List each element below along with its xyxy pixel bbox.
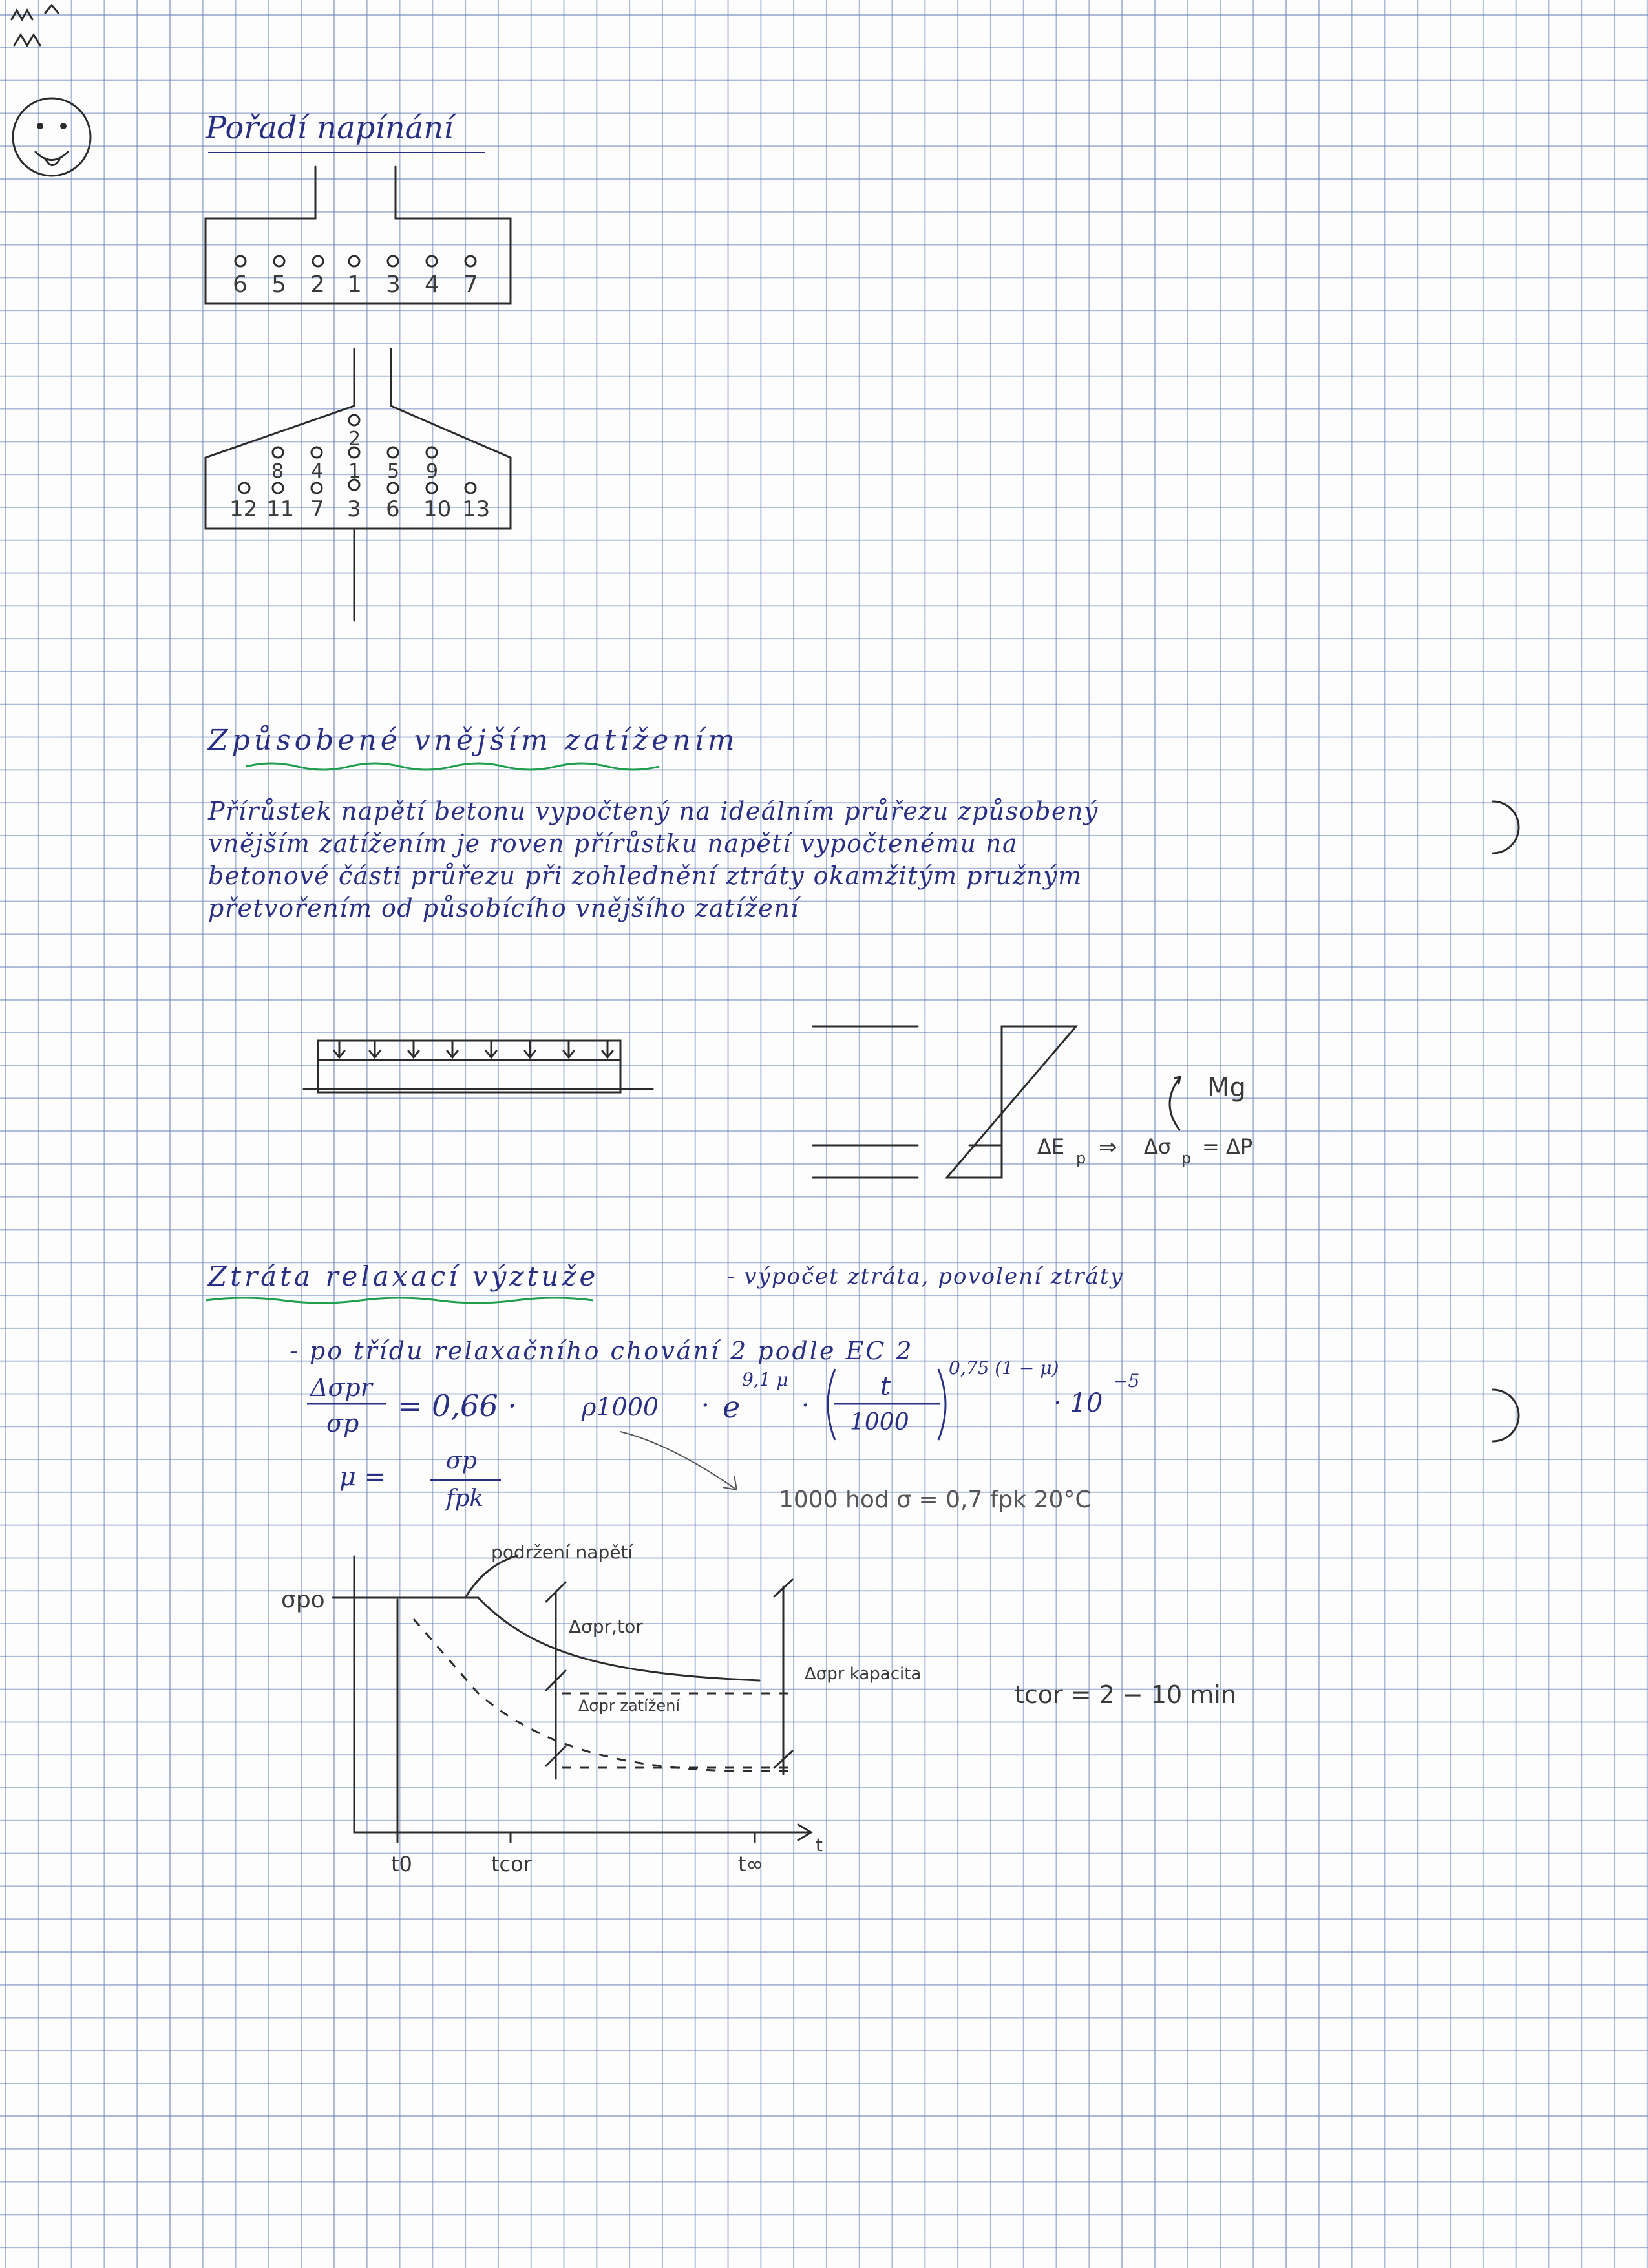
relaxation-subtitle: - po třídu relaxačního chování 2 podle EC 2 — [290, 1337, 914, 1365]
order-label: 8 — [271, 460, 284, 483]
graph-x-label-t: t — [816, 1834, 823, 1856]
order-label: 3 — [347, 496, 361, 522]
order-label: 4 — [311, 460, 324, 483]
formula-times-power: −5 — [1113, 1370, 1140, 1392]
delta-sigma-label: Δσ — [1144, 1134, 1172, 1159]
order-label: 4 — [425, 271, 439, 298]
order-label: 5 — [271, 271, 286, 298]
order-label: 13 — [462, 496, 491, 522]
section-heading-external-load: Způsobené vnějším zatížením — [208, 724, 739, 757]
order-label: 6 — [233, 271, 248, 298]
order-label: 2 — [310, 271, 325, 298]
order-label: 3 — [386, 271, 401, 298]
formula-dot: · — [701, 1391, 710, 1421]
order-label: 10 — [423, 496, 452, 522]
order-label: 7 — [310, 496, 324, 522]
paragraph-line: betonové části průřezu při zohlednění ztráty okamžitým pružným — [208, 862, 1083, 890]
graph-x-label-tinf: t∞ — [738, 1852, 764, 1876]
formula-times: · 10 — [1053, 1388, 1103, 1418]
delta-epsilon-label: ΔΕ — [1037, 1134, 1065, 1159]
order-label: 12 — [229, 496, 258, 522]
formula-dot: · — [801, 1391, 810, 1421]
graph-x-label-t0: t0 — [391, 1852, 412, 1876]
order-label: 1 — [348, 460, 361, 483]
graph-top-label: podržení napětí — [491, 1542, 633, 1563]
relaxation-note: - výpočet ztráta, povolení ztráty — [727, 1264, 1124, 1289]
paragraph-line: přetvořením od působícího vnějšího zatížení — [208, 894, 799, 922]
implies-arrow: ⇒ — [1099, 1134, 1117, 1160]
paragraph-line: vnějším zatížením je roven přírůstku napětí vypočtenému na — [208, 829, 1019, 858]
formula-exp-power: 9,1 μ — [742, 1369, 788, 1390]
graph-delta-label: Δσpr,tor — [569, 1616, 643, 1637]
page-title: Pořadí napínání — [206, 110, 454, 146]
equals-delta-p: = ΔP — [1202, 1134, 1253, 1159]
formula-conditions: 1000 hod σ = 0,7 fpk 20°C — [779, 1487, 1092, 1513]
order-label: 7 — [463, 271, 478, 298]
formula-coefficient: = 0,66 · — [397, 1388, 517, 1423]
order-label: 5 — [387, 460, 400, 483]
order-label: 6 — [386, 496, 400, 522]
formula-lhs-denominator: σp — [326, 1409, 359, 1437]
formula-fraction-numerator: t — [880, 1372, 891, 1401]
section-heading-relaxation: Ztráta relaxací výztuže — [208, 1260, 599, 1292]
mu-denominator: fpk — [446, 1485, 484, 1512]
formula-lhs-numerator: Δσpr — [310, 1373, 372, 1402]
graph-zatizeni-label: Δσpr zatížení — [578, 1697, 680, 1715]
graph-capacity-label: Δσpr kapacita — [805, 1664, 922, 1684]
graph-y-label: σpo — [281, 1587, 325, 1613]
order-label: 9 — [426, 460, 439, 483]
moment-label: Mg — [1207, 1073, 1246, 1103]
formula-fraction-denominator: 1000 — [850, 1409, 909, 1436]
mu-numerator: σp — [446, 1448, 477, 1474]
order-label: 1 — [347, 271, 362, 298]
sigma-subscript: p — [1181, 1149, 1192, 1167]
epsilon-subscript: p — [1076, 1149, 1086, 1167]
formula-rho: ρ1000 — [582, 1393, 659, 1421]
paragraph-line: Přírůstek napětí betonu vypočtený na ideálním průřezu způsobený — [208, 797, 1099, 825]
formula-power: 0,75 (1 − μ) — [949, 1357, 1059, 1379]
order-label: 2 — [348, 428, 361, 450]
formula-exp-base: e — [723, 1390, 741, 1425]
order-label: 11 — [266, 496, 295, 522]
tcor-range-note: tcor = 2 − 10 min — [1015, 1680, 1236, 1709]
mu-label: μ = — [339, 1462, 386, 1492]
graph-x-label-tcor: tcor — [491, 1852, 532, 1876]
